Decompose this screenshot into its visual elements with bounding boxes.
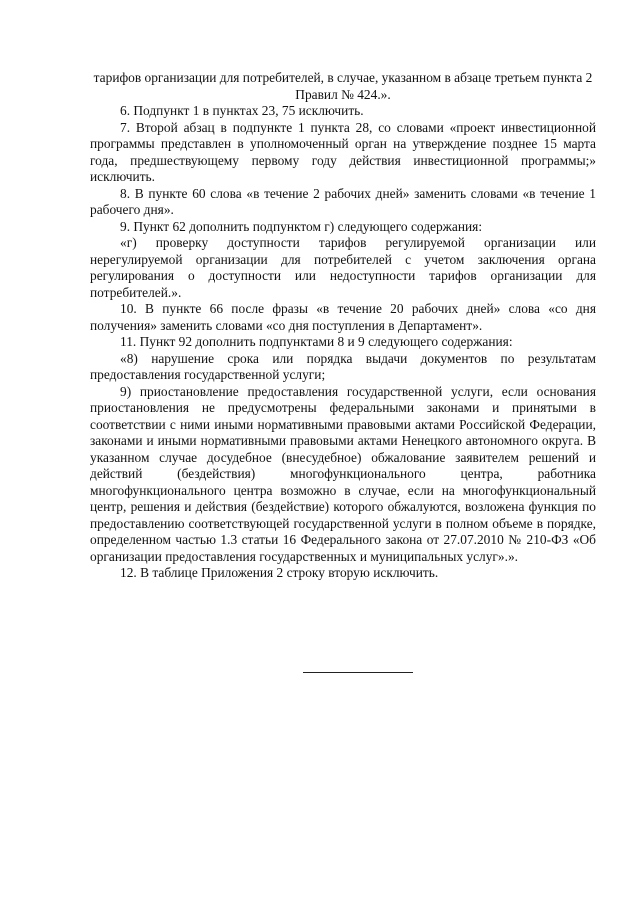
paragraph-item-11: 11. Пункт 92 дополнить подпунктами 8 и 9 следующего содержания: xyxy=(120,334,513,349)
paragraph-item-7: 7. Второй абзац в подпункте 1 пункта 28, со словами «проект инвестиционной программы представлен в уполномоченный орган на утверждение позднее 15 марта года, предшествующему первому году действия инвестиционной программы;» исключить. xyxy=(90,119,596,184)
paragraph-subitem-8: «8) нарушение срока или порядка выдачи документов по результатам предоставления государственной услуги; xyxy=(90,350,596,382)
paragraph-item-6: 6. Подпункт 1 в пунктах 23, 75 исключить. xyxy=(120,103,364,118)
paragraph-subitem-g: «г) проверку доступности тарифов регулируемой организации или нерегулируемой организации для потребителей с учетом заключения органа регулирования о доступности или недоступности тарифов организации для потребителей.». xyxy=(90,235,596,300)
paragraph-item-9: 9. Пункт 62 дополнить подпунктом г) следующего содержания: xyxy=(120,218,483,234)
paragraph-continuation: тарифов организации для потребителей, в случае, указанном в абзаце третьем пункта 2 Правил № 424.». xyxy=(93,70,593,102)
paragraph-item-8: 8. В пункте 60 слова «в течение 2 рабочих дней» заменить словами «в течение 1 рабочего дня». xyxy=(90,185,596,217)
closing-divider-line xyxy=(303,672,413,673)
paragraph-subitem-9: 9) приостановление предоставления государственной услуги, если основания приостановления не предусмотрены федеральными законами и принятыми в соответствии с ними иными нормативными правовыми актами Российской Федерации, законами и иными нормативными правовыми актами Ненецкого автономного округа. В указанном случае досудебное (внесудебное) обжалование заявителем решений и действий (бездействия) многофункционального центра, работника многофункционального центра возможно в случае, если на многофункциональный центр, решения и действия (бездействие) которого обжалуются, возложена функция по предоставлению соответствующей государственной услуги в полном объеме в порядке, определенном частью 1.3 статьи 16 Федерального закона от 27.07.2010 № 210-ФЗ «Об организации предоставления государственных и муниципальных услуг».». xyxy=(90,383,596,564)
document-body xyxy=(90,70,596,582)
paragraph-item-10: 10. В пункте 66 после фразы «в течение 20 рабочих дней» слова «со дня получения» заменить словами «со дня поступления в Департамент». xyxy=(90,301,596,333)
paragraph-item-12: 12. В таблице Приложения 2 строку вторую исключить. xyxy=(120,565,439,580)
